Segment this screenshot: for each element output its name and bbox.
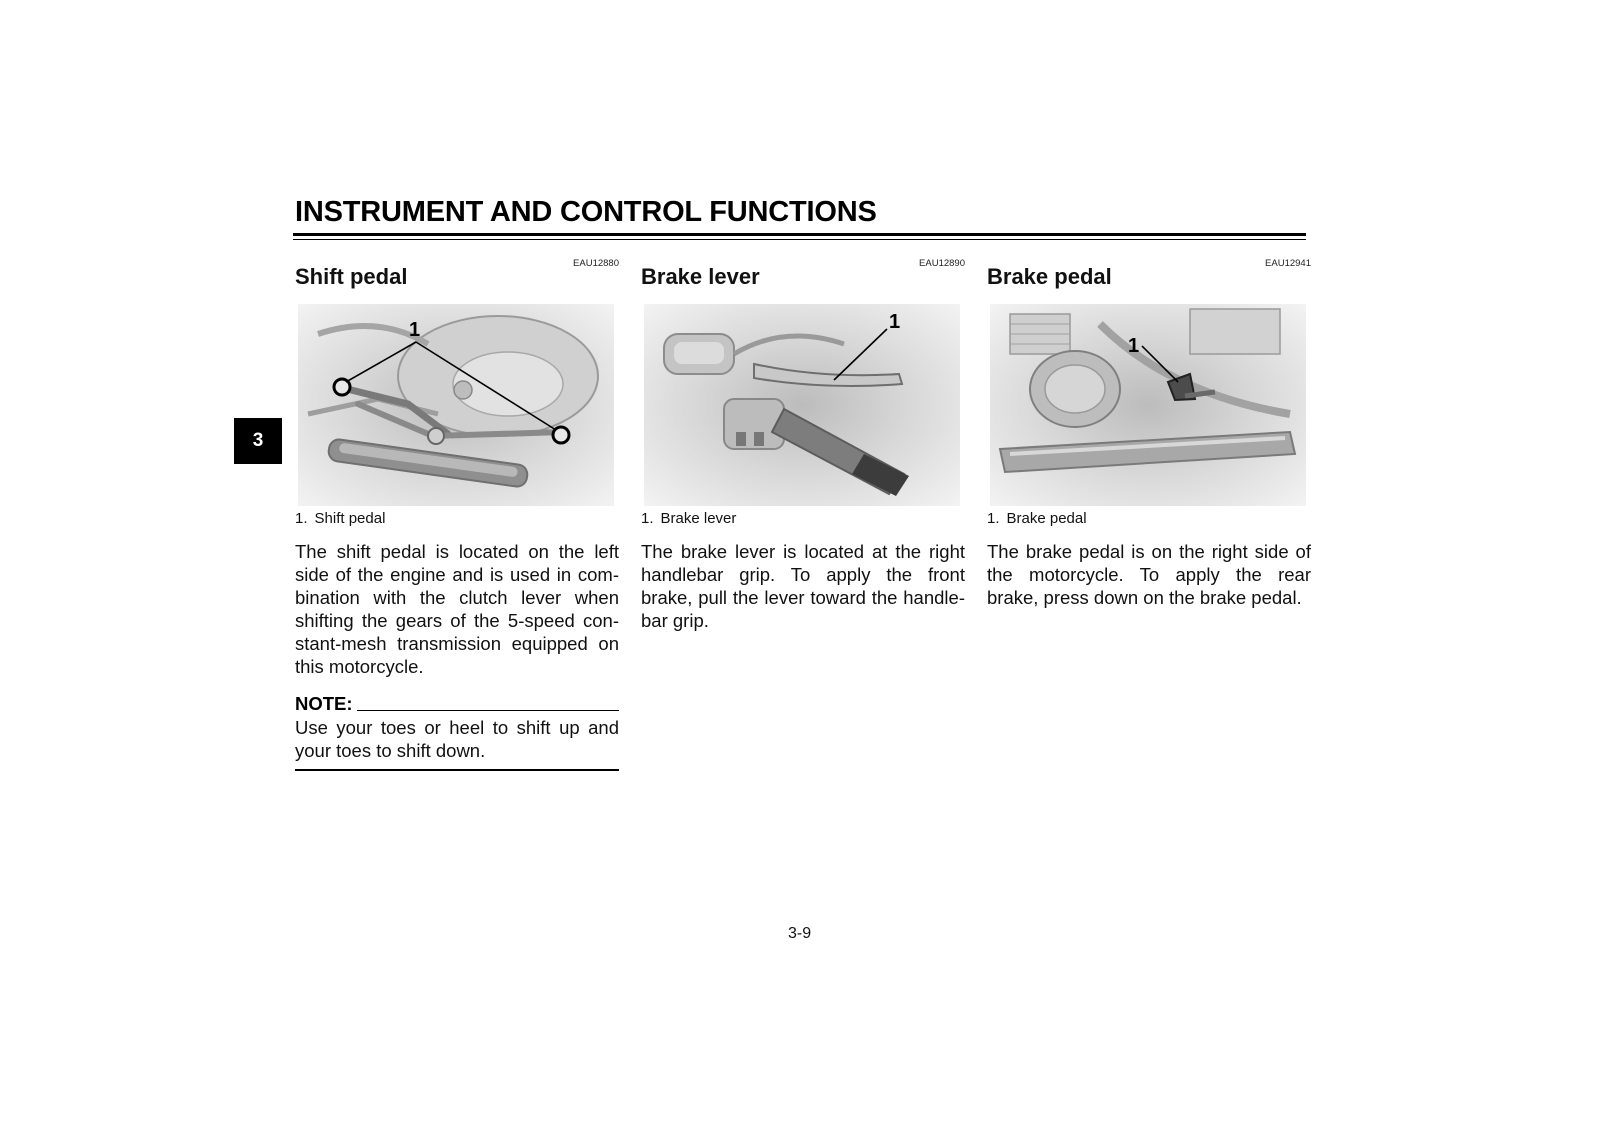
section-title: Shift pedal [295, 264, 408, 289]
page-title: INSTRUMENT AND CONTROL FUNCTIONS [295, 196, 877, 228]
section-code: EAU12880 [573, 258, 619, 269]
section-body: The brake lever is located at the right handlebar grip. To apply the front brake, pull the lever toward the handle-bar grip. [641, 541, 965, 631]
section-code: EAU12890 [919, 258, 965, 269]
note-text: Use your toes or heel to shift up and your toes to shift down. [295, 717, 619, 761]
note-box [295, 691, 619, 771]
note-bottom-rule [295, 769, 619, 771]
section-body: The brake pedal is on the right side of the motorcycle. To apply the rear brake, press down on the brake pedal. [987, 541, 1311, 608]
section-body: The shift pedal is located on the left side of the engine and is used in com-bination with the clutch lever when shifting the gears of the 5-speed con-stant-mesh transmission equipped on this motorcycle. [295, 541, 619, 677]
note-label: NOTE: [295, 692, 353, 714]
brake-pedal-photo [990, 304, 1306, 506]
image-caption [295, 510, 385, 527]
caption-number: 1. [641, 510, 654, 527]
caption-text: Brake lever [660, 510, 737, 527]
caption-number: 1. [295, 510, 308, 527]
title-rule-thick [293, 233, 1306, 236]
image-caption [987, 510, 1087, 527]
callout-number: 1 [889, 311, 901, 333]
title-rule-thin [293, 239, 1306, 240]
callout-number: 1 [409, 319, 421, 341]
section-code: EAU12941 [1265, 258, 1311, 269]
note-header-rule [357, 710, 619, 712]
section-title: Brake pedal [987, 264, 1112, 289]
page-number: 3-9 [788, 925, 812, 942]
caption-number: 1. [987, 510, 1000, 527]
caption-text: Brake pedal [1006, 510, 1087, 527]
chapter-tab: 3 [234, 418, 282, 464]
brake-lever-photo [644, 304, 960, 506]
shift-pedal-photo [298, 304, 614, 506]
callout-number: 1 [1128, 335, 1140, 357]
section-title: Brake lever [641, 264, 760, 289]
note-header [295, 691, 619, 713]
caption-text: Shift pedal [314, 510, 386, 527]
image-caption [641, 510, 736, 527]
